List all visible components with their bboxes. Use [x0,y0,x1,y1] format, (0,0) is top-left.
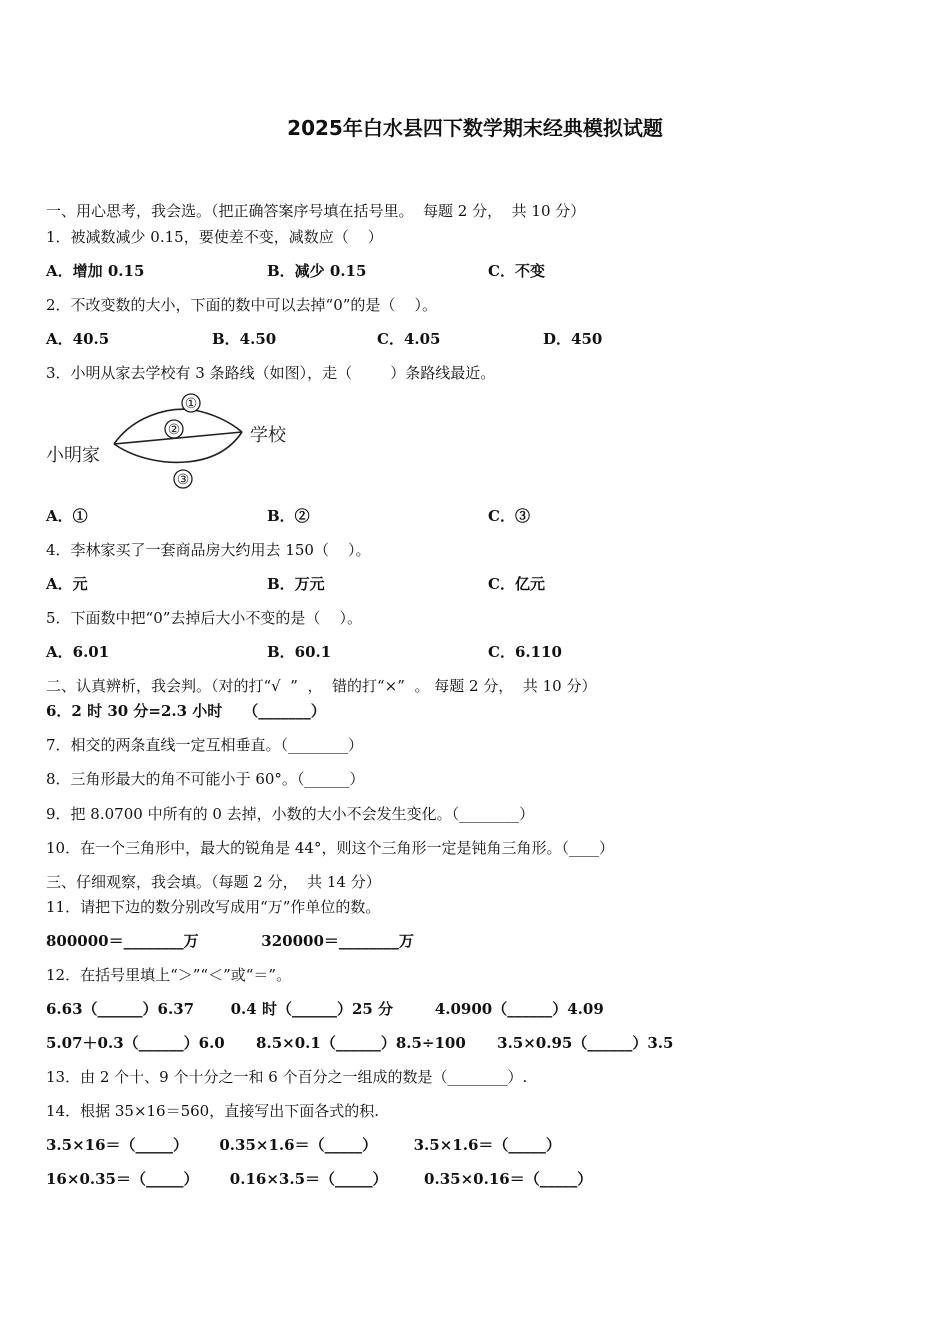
q1-option-b: B．减少 0.15 [267,262,367,280]
route-diagram [44,392,304,492]
question-7: 7．相交的两条直线一定互相垂直。（________） [46,736,364,754]
q1-option-c: C．不变 [488,262,545,280]
question-14-row-1: 3.5×16＝（_____） 0.35×1.6＝（_____） 3.5×1.6＝（_____） [46,1136,561,1154]
question-5: 5．下面数中把“0”去掉后大小不变的是（ ）。 [46,609,362,627]
home-label: 小明家 [46,445,100,466]
q5-option-a: A．6.01 [46,643,110,661]
section-1-heading: 一、用心思考，我会选。（把正确答案序号填在括号里。 每题 2 分， 共 10 分） [46,202,586,220]
question-3: 3．小明从家去学校有 3 条路线（如图），走（ ）条路线最近。 [46,364,496,382]
svg-text:②: ② [167,422,181,438]
question-4: 4．李林家买了一套商品房大约用去 150（ ）。 [46,541,371,559]
question-8: 8．三角形最大的角不可能小于 60°。（______） [46,770,365,788]
q2-option-c: C．4.05 [377,330,441,348]
question-12-row-2: 5.07＋0.3（______）6.0 8.5×0.1（______）8.5÷100 3.5×0.95（______）3.5 [46,1034,674,1052]
q5-option-b: B．60.1 [267,643,332,661]
question-2: 2．不改变数的大小，下面的数中可以去掉“0”的是（ ）。 [46,296,437,314]
question-6: 6．2 时 30 分=2.3 小时 （_______） [46,702,326,720]
q3-option-c: C．③ [488,507,530,525]
section-2-heading: 二、认真辨析，我会判。（对的打“√ ” ， 错的打“×” 。 每题 2 分， 共 10 分） [46,677,597,695]
page-title: 2025年白水县四下数学期末经典模拟试题 [287,116,663,140]
q4-option-a: A．元 [46,575,88,593]
question-10: 10．在一个三角形中，最大的锐角是 44°，则这个三角形一定是钝角三角形。（____） [46,839,614,857]
q4-option-b: B．万元 [267,575,325,593]
question-14: 14．根据 35×16＝560，直接写出下面各式的积. [46,1102,379,1120]
q3-option-b: B．② [267,507,310,525]
section-3-heading: 三、仔细观察，我会填。（每题 2 分， 共 14 分） [46,873,381,891]
question-9: 9．把 8.0700 中所有的 0 去掉，小数的大小不会发生变化。（________） [46,805,535,823]
q4-option-c: C．亿元 [488,575,545,593]
question-13: 13．由 2 个十、9 个十分之一和 6 个百分之一组成的数是（________）. [46,1068,528,1086]
question-11-answers: 800000＝________万 320000＝________万 [46,932,414,950]
svg-text:①: ① [184,396,198,412]
question-12: 12．在括号里填上“＞”“＜”或“＝”。 [46,966,292,984]
q2-option-d: D．450 [543,330,603,348]
q2-option-a: A．40.5 [46,330,110,348]
question-11: 11．请把下边的数分别改写成用“万”作单位的数。 [46,898,381,916]
q2-option-b: B．4.50 [212,330,277,348]
svg-text:③: ③ [176,472,190,488]
q3-option-a: A．① [46,507,88,525]
question-14-row-2: 16×0.35＝（_____） 0.16×3.5＝（_____） 0.35×0.16＝（_____） [46,1170,593,1188]
question-1: 1．被减数减少 0.15，要使差不变，减数应（ ） [46,228,383,246]
question-12-row-1: 6.63（______）6.37 0.4 时（______）25 分 4.0900（______）4.09 [46,1000,604,1018]
q1-option-a: A．增加 0.15 [46,262,145,280]
school-label: 学校 [250,425,286,446]
q5-option-c: C．6.110 [488,643,562,661]
